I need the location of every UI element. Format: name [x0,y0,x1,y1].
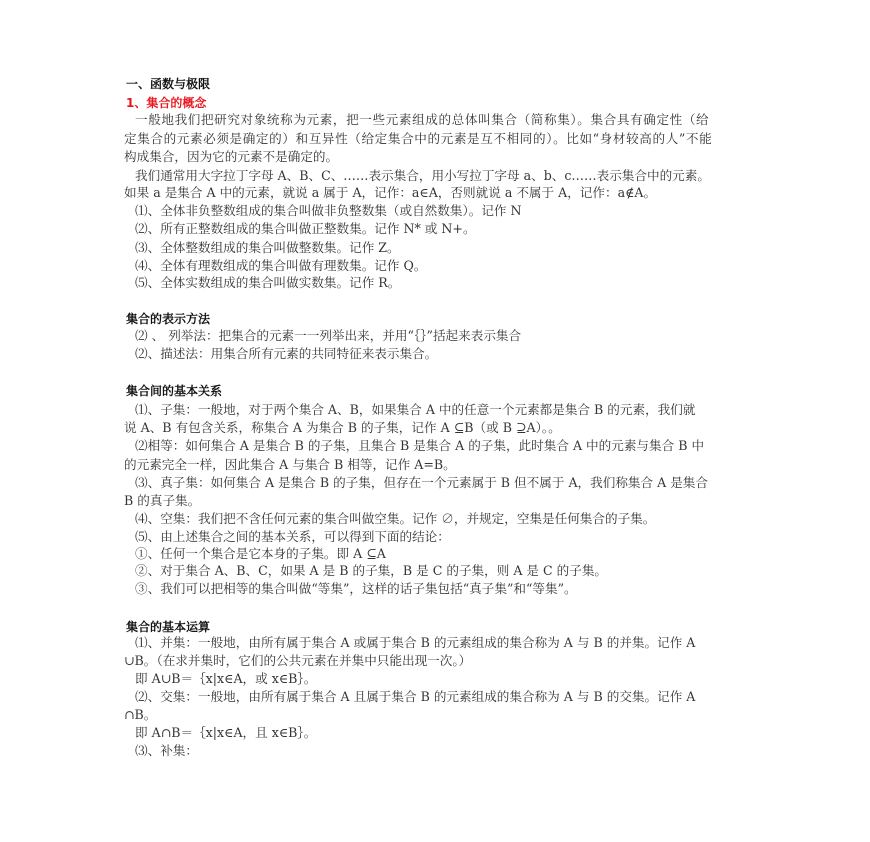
list-item: ⑶、全体整数组成的集合叫做整数集。记作 Z。 [135,240,400,255]
paragraph-line: ⑵、交集：一般地，由所有属于集合 A 且属于集合 B 的元素组成的集合称为 A 与 B 的交集。记作 A [135,689,696,704]
paragraph-line: ⑵相等：如何集合 A 是集合 B 的子集，且集合 B 是集合 A 的子集，此时集合 A 中的元素与集合 B 中 [135,438,705,453]
list-item: ⑴、全体非负整数组成的集合叫做非负整数集（或自然数集）。记作 N [135,203,522,218]
section-heading-operations: 集合的基本运算 [126,620,211,634]
list-item: ⑸、全体实数组成的集合叫做实数集。记作 R。 [135,275,401,290]
formula-line: 即 A∪B＝｛x|x∈A，或 x∈B｝。 [135,671,317,686]
list-item: ①、任何一个集合是它本身的子集。即 A ⊆A [135,546,386,561]
list-item: ③、我们可以把相等的集合叫做“等集”，这样的话子集包括“真子集”和“等集”。 [135,581,577,596]
paragraph-line: ⑴、子集：一般地，对于两个集合 A、B，如果集合 A 中的任意一个元素都是集合 B 的元素，我们就 [135,402,696,417]
list-item: ②、对于集合 A、B、C，如果 A 是 B 的子集，B 是 C 的子集，则 A 是 C 的子集。 [135,563,608,578]
section-heading-relations: 集合间的基本关系 [126,384,223,398]
paragraph-line: ⑸、由上述集合之间的基本关系，可以得到下面的结论： [135,529,450,544]
list-item: ⑵ 、 列举法：把集合的元素一一列举出来，并用“｛｝”括起来表示集合 [135,328,522,343]
section-heading-representation: 集合的表示方法 [126,312,211,326]
paragraph-line: 一般地我们把研究对象统称为元素，把一些元素组成的总体叫集合（简称集）。集合具有确定性（给 [135,112,710,127]
paragraph-line: 构成集合，因为它的元素不是确定的。 [124,149,339,164]
paragraph-line: B 的真子集。 [124,493,201,508]
paragraph-line: ⑷、空集：我们把不含任何元素的集合叫做空集。记作 ∅，并规定，空集是任何集合的子集。 [135,511,656,526]
formula-line: 即 A∩B＝｛x|x∈A，且 x∈B｝。 [135,725,317,740]
paragraph-line: 如果 a 是集合 A 中的元素，就说 a 属于 A，记作：a∈A，否则就说 a 不属于 A，记作：a∉A。 [124,185,657,200]
list-item: ⑷、全体有理数组成的集合叫做有理数集。记作 Q。 [135,258,427,273]
paragraph-line: 说 A、B 有包含关系，称集合 A 为集合 B 的子集，记作 A ⊆B（或 B ⊇A）。。 [124,420,561,435]
list-item: ⑶、补集： [135,743,198,758]
paragraph-line: ⑶、真子集：如何集合 A 是集合 B 的子集，但存在一个元素属于 B 但不属于 A，我们称集合 A 是集合 [135,475,708,490]
list-item: ⑵、描述法：用集合所有元素的共同特征来表示集合。 [135,346,438,361]
section-heading-set-concept: 1、集合的概念 [126,96,207,110]
paragraph-line: 我们通常用大字拉丁字母 A、B、C、……表示集合，用小写拉丁字母 a、b、c……表示集合中的元素。 [135,168,710,183]
paragraph-line: 定集合的元素必须是确定的）和互异性（给定集合中的元素是互不相同的）。比如“身材较高的人”不能 [124,131,713,146]
list-item: ⑵、所有正整数组成的集合叫做正整数集。记作 N* 或 N+。 [135,221,476,236]
paragraph-line: ⑴、并集：一般地，由所有属于集合 A 或属于集合 B 的元素组成的集合称为 A 与 B 的并集。记作 A [135,635,696,650]
paragraph-line: ∩B。 [124,707,157,722]
paragraph-line: 的元素完全一样，因此集合 A 与集合 B 相等，记作 A=B。 [124,457,456,472]
paragraph-line: ∪B。（在求并集时，它们的公共元素在并集中只能出现一次。） [124,653,472,668]
chapter-heading: 一、函数与极限 [126,77,211,91]
